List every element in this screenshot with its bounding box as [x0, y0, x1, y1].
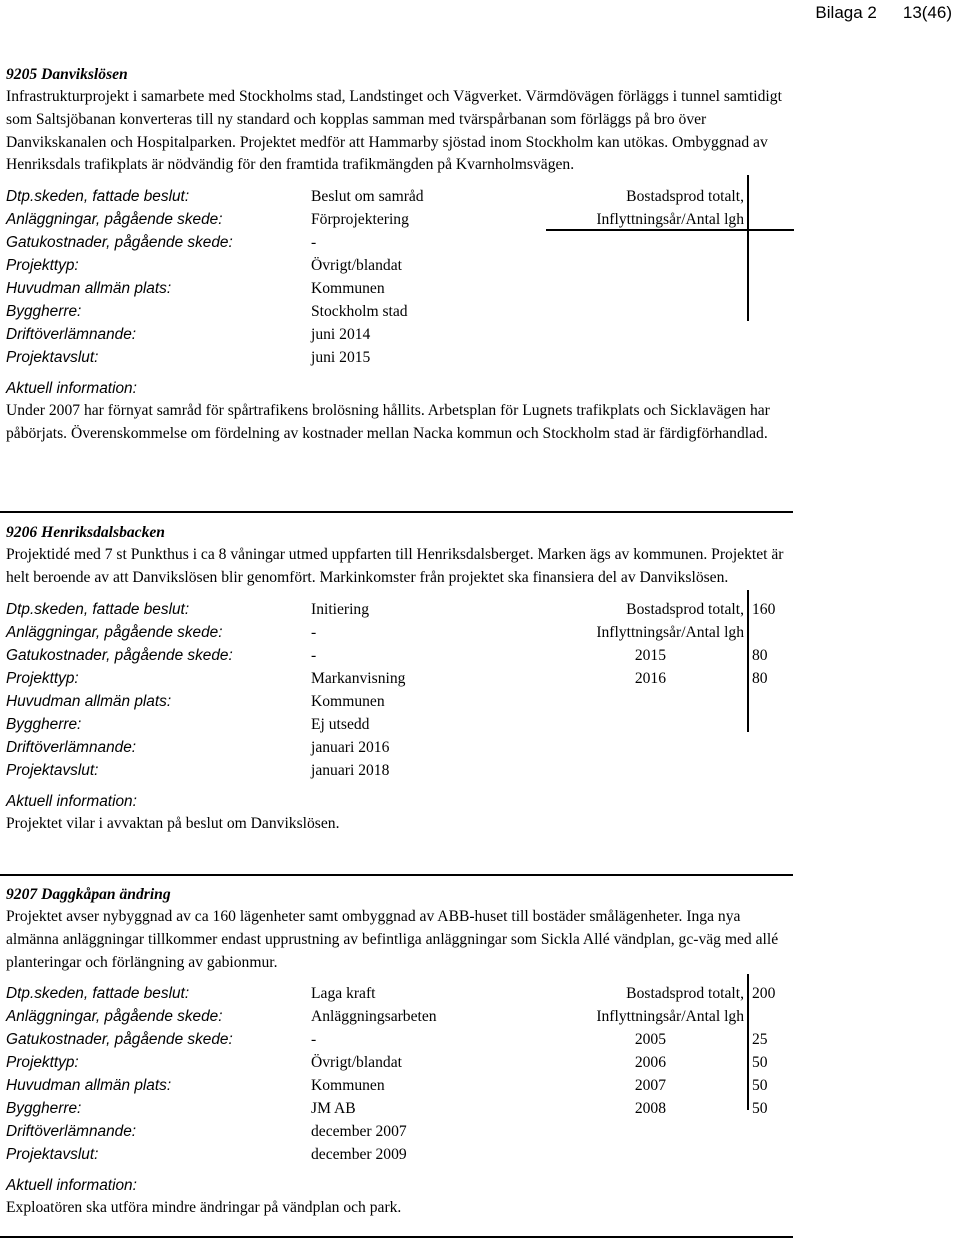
project-details — [6, 185, 796, 368]
housing-count: 50 — [752, 1100, 768, 1118]
housing-total: 160 — [752, 600, 776, 618]
value-typ: Markanvisning — [311, 669, 406, 687]
appendix-label: Bilaga 2 — [815, 3, 877, 22]
label-typ: Projekttyp: — [6, 1054, 79, 1072]
value-gatu: - — [311, 1031, 317, 1049]
housing-table-vertical-line — [747, 590, 749, 732]
page-number: 13(46) — [902, 3, 952, 22]
value-anl: - — [311, 623, 317, 641]
project-title: 9207 Daggkåpan ändring — [6, 886, 171, 903]
housing-year: 2008 — [634, 1100, 666, 1118]
value-bygg: Stockholm stad — [311, 303, 408, 321]
label-bygg: Byggherre: — [6, 303, 82, 321]
label-drift: Driftöverlämnande: — [6, 1123, 137, 1141]
housing-table-horizontal-line — [546, 229, 794, 231]
housing-count: 50 — [752, 1077, 768, 1095]
value-avslut: januari 2018 — [311, 761, 390, 779]
value-bygg: Ej utsedd — [311, 715, 370, 733]
value-huv: Kommunen — [311, 280, 385, 298]
page-header — [815, 0, 952, 26]
housing-header-1: Bostadsprod totalt, — [626, 188, 744, 206]
project-details — [6, 598, 796, 781]
label-huv: Huvudman allmän plats: — [6, 692, 172, 710]
housing-count: 80 — [752, 646, 768, 664]
label-anl: Anläggningar, pågående skede: — [6, 1008, 223, 1026]
value-huv: Kommunen — [311, 692, 385, 710]
housing-header-1: Bostadsprod totalt, — [626, 985, 744, 1003]
label-anl: Anläggningar, pågående skede: — [6, 623, 223, 641]
value-gatu: - — [311, 646, 317, 664]
housing-table-vertical-line — [747, 175, 749, 321]
value-avslut: juni 2015 — [311, 349, 371, 367]
housing-year: 2015 — [634, 646, 666, 664]
value-typ: Övrigt/blandat — [311, 257, 402, 275]
value-drift: juni 2014 — [311, 326, 371, 344]
label-avslut: Projektavslut: — [6, 761, 99, 779]
value-gatu: - — [311, 234, 317, 252]
project-9206 — [6, 522, 796, 835]
value-drift: januari 2016 — [311, 738, 390, 756]
current-information: Projektet vilar i avvaktan på beslut om Danvikslösen. — [6, 814, 340, 832]
section-divider — [0, 874, 793, 876]
label-dtp: Dtp.skeden, fattade beslut: — [6, 600, 190, 618]
label-dtp: Dtp.skeden, fattade beslut: — [6, 188, 190, 206]
housing-count: 80 — [752, 669, 768, 687]
value-anl: Anläggningsarbeten — [311, 1008, 437, 1026]
value-dtp: Laga kraft — [311, 985, 376, 1003]
project-title: 9205 Danvikslösen — [6, 66, 128, 83]
project-title: 9206 Henriksdalsbacken — [6, 524, 165, 541]
label-drift: Driftöverlämnande: — [6, 738, 137, 756]
label-huv: Huvudman allmän plats: — [6, 1077, 172, 1095]
label-anl: Anläggningar, pågående skede: — [6, 211, 223, 229]
label-bygg: Byggherre: — [6, 715, 82, 733]
label-bygg: Byggherre: — [6, 1100, 82, 1118]
housing-header-2: Inflyttningsår/Antal lgh — [596, 211, 744, 229]
housing-header-2: Inflyttningsår/Antal lgh — [596, 623, 744, 641]
housing-year: 2006 — [634, 1054, 666, 1072]
project-description: Infrastrukturprojekt i samarbete med Stockholms stad, Landstinget och Vägverket. Värmdövägen förläggs i tunnel samtidigt som Saltsjöbanan konverteras till ny standard och kopplas samman med tvärspårbanan som förläggs på bro över Danvikskanalen och Hospitalparken. Projektet medför att Hammarby sjöstad inom Stockholm kan utökas. Ombyggnad av Henriksdals trafikplats är nödvändig för den framtida trafikmängden på Kvarnholmsvägen. — [6, 88, 782, 174]
value-bygg: JM AB — [311, 1100, 356, 1118]
current-information: Exploatören ska utföra mindre ändringar på vändplan och park. — [6, 1199, 402, 1217]
label-aktuell: Aktuell information: — [6, 380, 137, 398]
label-dtp: Dtp.skeden, fattade beslut: — [6, 985, 190, 1003]
project-9207 — [6, 884, 796, 1220]
project-description: Projektet avser nybyggnad av ca 160 lägenheter samt ombyggnad av ABB-huset till bostäder smålägenheter. Inga nya almänna anläggningar tillkommer endast upprustning av befintliga anläggningar som Sickla Allé vändplan, gc-väg med allé planteringar och förlängning av gabionmur. — [6, 908, 779, 971]
current-information: Under 2007 har förnyat samråd för spårtrafikens brolösning hållits. Arbetsplan för Lugnets trafikplats och Sicklavägen har påbörjats. Överenskommelse om fördelning av kostnader mellan Nacka kommun och Stockholm stad är färdigförhandlad. — [6, 402, 770, 442]
project-details — [6, 982, 796, 1165]
value-avslut: december 2009 — [311, 1146, 407, 1164]
label-aktuell: Aktuell information: — [6, 792, 137, 810]
label-avslut: Projektavslut: — [6, 1146, 99, 1164]
housing-table-vertical-line — [747, 974, 749, 1110]
value-dtp: Initiering — [311, 600, 370, 618]
housing-total: 200 — [752, 985, 776, 1003]
project-description: Projektidé med 7 st Punkthus i ca 8 våningar utmed uppfarten till Henriksdalsberget. Marken ägs av kommunen. Projektet är helt beroende av att Danvikslösen blir genomfört. Markinkomster från projektet ska finansiera del av Danvikslösen. — [6, 546, 784, 586]
value-anl: Förprojektering — [311, 211, 409, 229]
value-typ: Övrigt/blandat — [311, 1054, 402, 1072]
housing-header-2: Inflyttningsår/Antal lgh — [596, 1008, 744, 1026]
label-huv: Huvudman allmän plats: — [6, 280, 172, 298]
value-huv: Kommunen — [311, 1077, 385, 1095]
label-gatu: Gatukostnader, pågående skede: — [6, 234, 233, 252]
label-gatu: Gatukostnader, pågående skede: — [6, 1031, 233, 1049]
label-avslut: Projektavslut: — [6, 349, 99, 367]
project-9205 — [6, 64, 796, 446]
section-divider — [0, 511, 793, 513]
housing-count: 50 — [752, 1054, 768, 1072]
housing-header-1: Bostadsprod totalt, — [626, 600, 744, 618]
housing-count: 25 — [752, 1031, 768, 1049]
section-divider — [0, 1236, 793, 1238]
label-aktuell: Aktuell information: — [6, 1177, 137, 1195]
housing-year: 2007 — [634, 1077, 666, 1095]
housing-year: 2005 — [634, 1031, 666, 1049]
label-gatu: Gatukostnader, pågående skede: — [6, 646, 233, 664]
label-drift: Driftöverlämnande: — [6, 326, 137, 344]
label-typ: Projekttyp: — [6, 257, 79, 275]
label-typ: Projekttyp: — [6, 669, 79, 687]
housing-year: 2016 — [634, 669, 666, 687]
value-dtp: Beslut om samråd — [311, 188, 424, 206]
value-drift: december 2007 — [311, 1123, 407, 1141]
